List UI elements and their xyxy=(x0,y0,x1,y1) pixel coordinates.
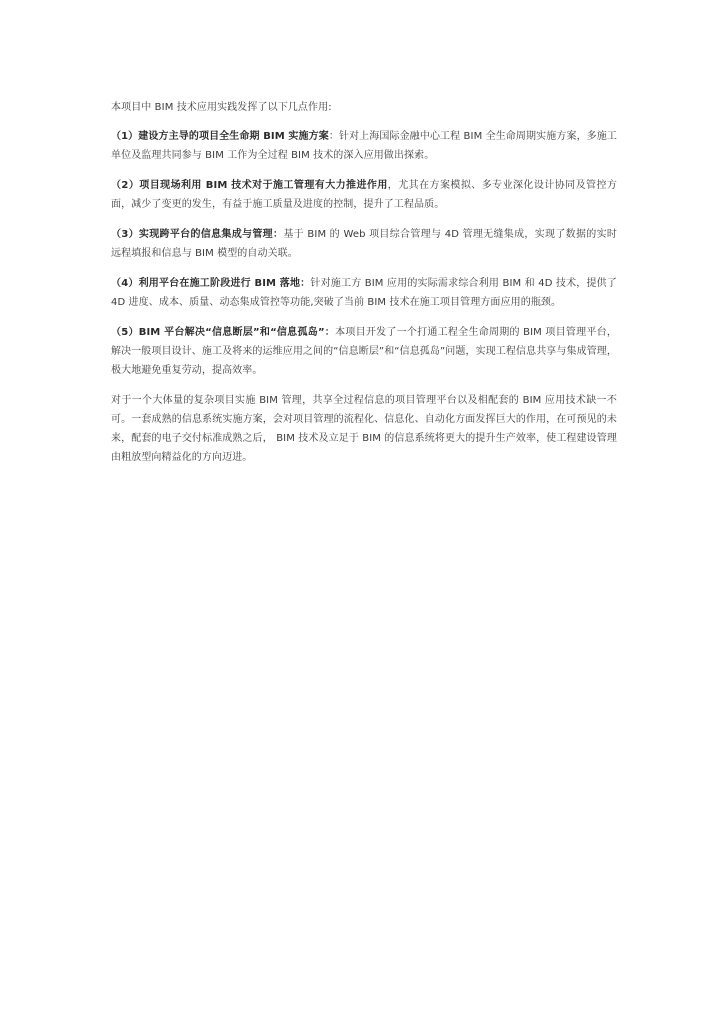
item-number: （3） xyxy=(111,229,139,240)
item-number: （5） xyxy=(111,327,139,338)
intro-paragraph: 本项目中 BIM 技术应用实践发挥了以下几点作用: xyxy=(111,102,332,113)
item-paragraph-3 xyxy=(111,225,617,263)
conclusion-paragraph: 对于一个大体量的复杂项目实施 BIM 管理，共享全过程信息的项目管理平台以及相配套的 BIM 应用技术缺一不可。一套成熟的信息系统实施方案，会对项目管理的流程化、信息化、自动化方面发挥巨大的作用，在可预见的未来，配套的电子交付标准成熟之后， BIM 技术及立足于 BIM 的信息系统将更大的提升生产效率，使工程建设管理由粗放型向精益化的方向迈进。 xyxy=(111,395,617,463)
item-title: 实现跨平台的信息集成与管理： xyxy=(138,229,284,240)
item-body: ：针对上海国际金融中心工程 BIM 全生命周期实施方案，多施工单位及监理共同参与 BIM 工作为全过程 BIM 技术的深入应用做出探索。 xyxy=(111,131,618,161)
item-paragraph-5 xyxy=(111,323,617,380)
item-title: 建设方主导的项目全生命期 BIM 实施方案 xyxy=(138,131,329,142)
item-number: （4） xyxy=(111,278,139,289)
item-paragraph-4 xyxy=(111,274,617,312)
item-paragraph-1 xyxy=(111,127,617,165)
item-body: ，尤其在方案模拟、多专业深化设计协同及管控方面，减少了变更的发生，有益于施工质量及进度的控制，提升了工程品质。 xyxy=(111,180,617,210)
item-title: 利用平台在施工阶段进行 BIM 落地： xyxy=(138,278,311,289)
item-title: BIM 平台解决“信息断层”和“信息孤岛”： xyxy=(138,327,336,338)
item-body: 针对施工方 BIM 应用的实际需求综合利用 BIM 和 4D 技术，提供了 4D 进度、成本、质量、动态集成管控等功能,突破了当前 BIM 技术在施工项目管理方面应用的瓶颈。 xyxy=(111,278,617,308)
item-title: 项目现场利用 BIM 技术对于施工管理有大力推进作用 xyxy=(139,180,388,191)
document-page xyxy=(111,98,617,478)
item-body: 本项目开发了一个打通工程全生命周期的 BIM 项目管理平台，解决一般项目设计、施工及将来的运维应用之间的“信息断层”和“信息孤岛”问题，实现工程信息共享与集成管理，极大地避免重复劳动，提高效率。 xyxy=(111,327,618,376)
item-number: （2） xyxy=(111,180,140,191)
item-paragraph-2 xyxy=(111,176,617,214)
item-body: 基于 BIM 的 Web 项目综合管理与 4D 管理无缝集成，实现了数据的实时远程填报和信息与 BIM 模型的自动关联。 xyxy=(111,229,617,259)
item-number: （1） xyxy=(111,131,139,142)
